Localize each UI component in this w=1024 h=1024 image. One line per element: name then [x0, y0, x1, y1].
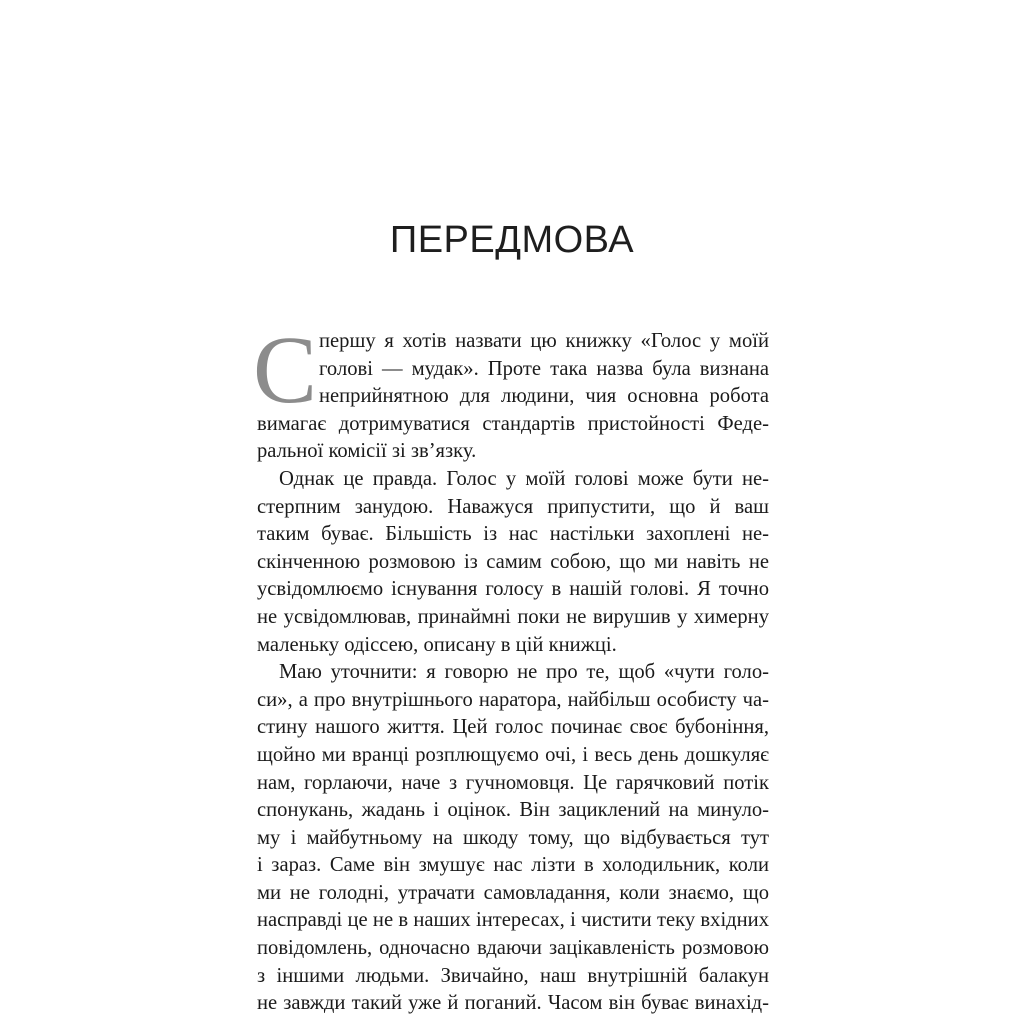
text-line: усвідомлюємо існування голосу в нашій голові. Я точно [257, 578, 769, 601]
text-line: маленьку одіссею, описану в цій книжці. [257, 633, 617, 656]
chapter-title: ПЕРЕДМОВА [389, 219, 635, 261]
paragraph-1 [253, 316, 769, 466]
text-line: стину нашого життя. Цей голос починає своє бубоніння, [257, 716, 769, 739]
body-text [253, 316, 769, 1018]
text-line: не завжди такий уже й поганий. Часом він буває винахід- [257, 992, 769, 1015]
text-line: ральної комісії зі зв’язку. [257, 440, 477, 463]
text-line: Однак це правда. Голос у моїй голові може бути не- [279, 467, 769, 490]
text-line: не усвідомлював, принаймні поки не вирушив у химерну [257, 605, 769, 628]
drop-cap: С [253, 316, 318, 423]
text-line: таким буває. Більшість із нас настільки захоплені не- [257, 523, 769, 546]
text-line: вимагає дотримуватися стандартів пристойності Феде- [257, 412, 769, 435]
text-line: насправді це не в наших інтересах, і чистити теку вхідних [257, 909, 769, 932]
text-line: си», а про внутрішнього наратора, найбільш особисту ча- [257, 688, 769, 711]
text-line: нам, горлаючи, наче з гучномовця. Це гарячковий потік [257, 771, 769, 794]
text-line: Маю уточнити: я говорю не про те, щоб «чути голо- [279, 661, 769, 684]
text-line: щойно ми вранці розплющуємо очі, і весь день дошкуляє [257, 743, 769, 766]
text-line: стерпним занудою. Наважуся припустити, що й ваш [257, 495, 769, 518]
text-line: спонукань, жадань і оцінок. Він зациклений на минуло- [257, 799, 769, 822]
text-line: з іншими людьми. Звичайно, наш внутрішній балакун [257, 964, 769, 987]
text-line: скінченною розмовою із самим собою, що ми навіть не [257, 550, 769, 573]
paragraph-2 [257, 466, 769, 659]
text-line: неприйнятною для людини, чия основна робота [319, 385, 769, 408]
text-line: ми не голодні, утрачати самовладання, коли знаємо, що [257, 881, 769, 904]
text-line: повідомлень, одночасно вдаючи зацікавленість розмовою [257, 937, 769, 960]
text-line: першу я хотів назвати цю книжку «Голос у моїй [319, 330, 769, 352]
text-line: і зараз. Саме він змушує нас лізти в холодильник, коли [257, 854, 769, 877]
text-line: голові — мудак». Проте така назва була визнана [319, 357, 769, 380]
text-line: му і майбутньому на шкоду тому, що відбувається тут [257, 826, 769, 849]
paragraph-3 [257, 659, 769, 1018]
